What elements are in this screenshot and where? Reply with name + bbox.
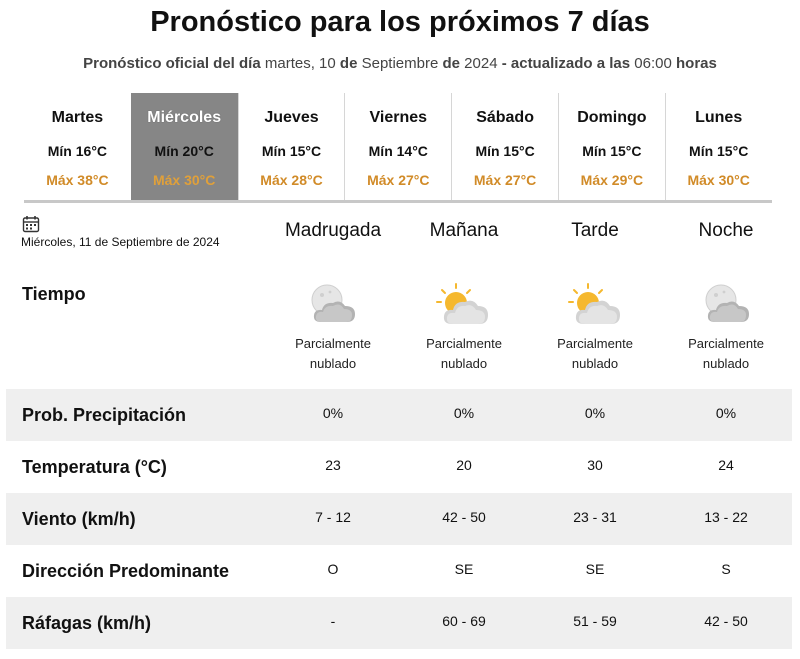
- temp-tarde: 30: [587, 457, 603, 473]
- day-name: Viernes: [369, 109, 428, 126]
- row-label-tiempo: Tiempo: [22, 284, 86, 304]
- day-name: Miércoles: [147, 109, 222, 126]
- night-partly-cloudy-icon: [303, 282, 363, 328]
- direccion-madrugada: O: [327, 561, 339, 577]
- day-max-temp: Máx 27°C: [473, 172, 537, 188]
- day-tab-sabado[interactable]: [451, 93, 558, 200]
- day-partly-cloudy-icon: [566, 282, 626, 328]
- condition-text-line1: Parcialmente: [688, 336, 764, 351]
- condition-text-line1: Parcialmente: [557, 336, 633, 351]
- day-min-temp: Mín 15°C: [582, 143, 642, 159]
- subtitle-de-2: de: [442, 55, 460, 72]
- condition-noche: [661, 334, 791, 374]
- day-tab-miercoles[interactable]: [131, 93, 238, 200]
- direccion-noche: S: [721, 561, 731, 577]
- day-min-temp: Mín 20°C: [154, 143, 214, 159]
- viento-madrugada: 7 - 12: [315, 509, 351, 525]
- subtitle-horas: horas: [676, 55, 717, 72]
- condition-text-line2: nublado: [571, 356, 619, 371]
- row-label-direccion: Dirección Predominante: [22, 561, 230, 581]
- selected-date: Miércoles, 11 de Septiembre de 2024: [21, 235, 220, 249]
- day-name: Domingo: [577, 109, 647, 126]
- day-max-temp: Máx 38°C: [46, 172, 109, 188]
- subtitle-prefix: Pronóstico oficial del día: [83, 55, 261, 72]
- row-label-precip: Prob. Precipitación: [22, 405, 187, 425]
- day-tabs: [24, 93, 772, 203]
- row-label-rafagas: Ráfagas (km/h): [22, 613, 152, 633]
- condition-madrugada: [268, 334, 398, 374]
- direccion-manana: SE: [454, 561, 474, 577]
- day-tab-domingo[interactable]: [558, 93, 665, 200]
- condition-text-line2: nublado: [309, 356, 357, 371]
- period-manana: Mañana: [429, 220, 499, 241]
- day-name: Lunes: [695, 109, 743, 126]
- day-name: Sábado: [476, 109, 534, 126]
- rafagas-noche: 42 - 50: [704, 613, 748, 629]
- viento-manana: 42 - 50: [442, 509, 486, 525]
- day-tab-jueves[interactable]: [238, 93, 345, 200]
- page-title: Pronóstico para los próximos 7 días: [150, 6, 650, 38]
- day-min-temp: Mín 15°C: [261, 143, 322, 159]
- subtitle-month: Septiembre: [361, 55, 439, 72]
- subtitle-date-day: martes, 10: [264, 55, 336, 72]
- rafagas-tarde: 51 - 59: [573, 613, 617, 629]
- row-label-temp: Temperatura (°C): [22, 457, 167, 477]
- day-tab-viernes[interactable]: [344, 93, 451, 200]
- condition-text-line1: Parcialmente: [426, 336, 502, 351]
- subtitle-updated: - actualizado a las: [501, 55, 631, 72]
- day-min-temp: Mín 15°C: [475, 143, 535, 159]
- day-max-temp: Máx 29°C: [580, 172, 644, 188]
- period-madrugada: Madrugada: [284, 220, 382, 241]
- subtitle-year: 2024: [464, 55, 498, 72]
- day-max-temp: Máx 30°C: [152, 172, 216, 188]
- precip-manana: 0%: [453, 405, 475, 421]
- day-min-temp: Mín 16°C: [47, 143, 108, 159]
- day-tab-martes[interactable]: [24, 93, 131, 200]
- row-label-viento: Viento (km/h): [22, 509, 136, 529]
- condition-manana: [399, 334, 529, 374]
- condition-text-line1: Parcialmente: [295, 336, 371, 351]
- day-partly-cloudy-icon: [434, 282, 494, 328]
- period-tarde: Tarde: [571, 220, 619, 241]
- day-name: Jueves: [264, 109, 319, 126]
- day-max-temp: Máx 30°C: [687, 172, 750, 188]
- forecast-subtitle: [0, 55, 800, 72]
- viento-noche: 13 - 22: [704, 509, 748, 525]
- condition-text-line2: nublado: [440, 356, 488, 371]
- day-max-temp: Máx 28°C: [260, 172, 323, 188]
- precip-noche: 0%: [715, 405, 737, 421]
- period-noche: Noche: [698, 220, 754, 241]
- day-tab-lunes[interactable]: [665, 93, 772, 200]
- condition-text-line2: nublado: [702, 356, 750, 371]
- condition-tarde: [530, 334, 660, 374]
- rafagas-madrugada: -: [330, 613, 336, 629]
- viento-tarde: 23 - 31: [573, 509, 617, 525]
- subtitle-time: 06:00: [634, 55, 672, 72]
- night-partly-cloudy-icon: [697, 282, 757, 328]
- day-max-temp: Máx 27°C: [367, 172, 430, 188]
- temp-madrugada: 23: [325, 457, 341, 473]
- temp-manana: 20: [456, 457, 472, 473]
- rafagas-manana: 60 - 69: [442, 613, 486, 629]
- day-name: Martes: [51, 109, 104, 126]
- subtitle-de-1: de: [339, 55, 358, 72]
- precip-tarde: 0%: [584, 405, 606, 421]
- temp-noche: 24: [718, 457, 734, 473]
- day-min-temp: Mín 14°C: [368, 143, 428, 159]
- calendar-icon: [22, 215, 40, 233]
- direccion-tarde: SE: [585, 561, 605, 577]
- day-min-temp: Mín 15°C: [689, 143, 749, 159]
- precip-madrugada: 0%: [322, 405, 344, 421]
